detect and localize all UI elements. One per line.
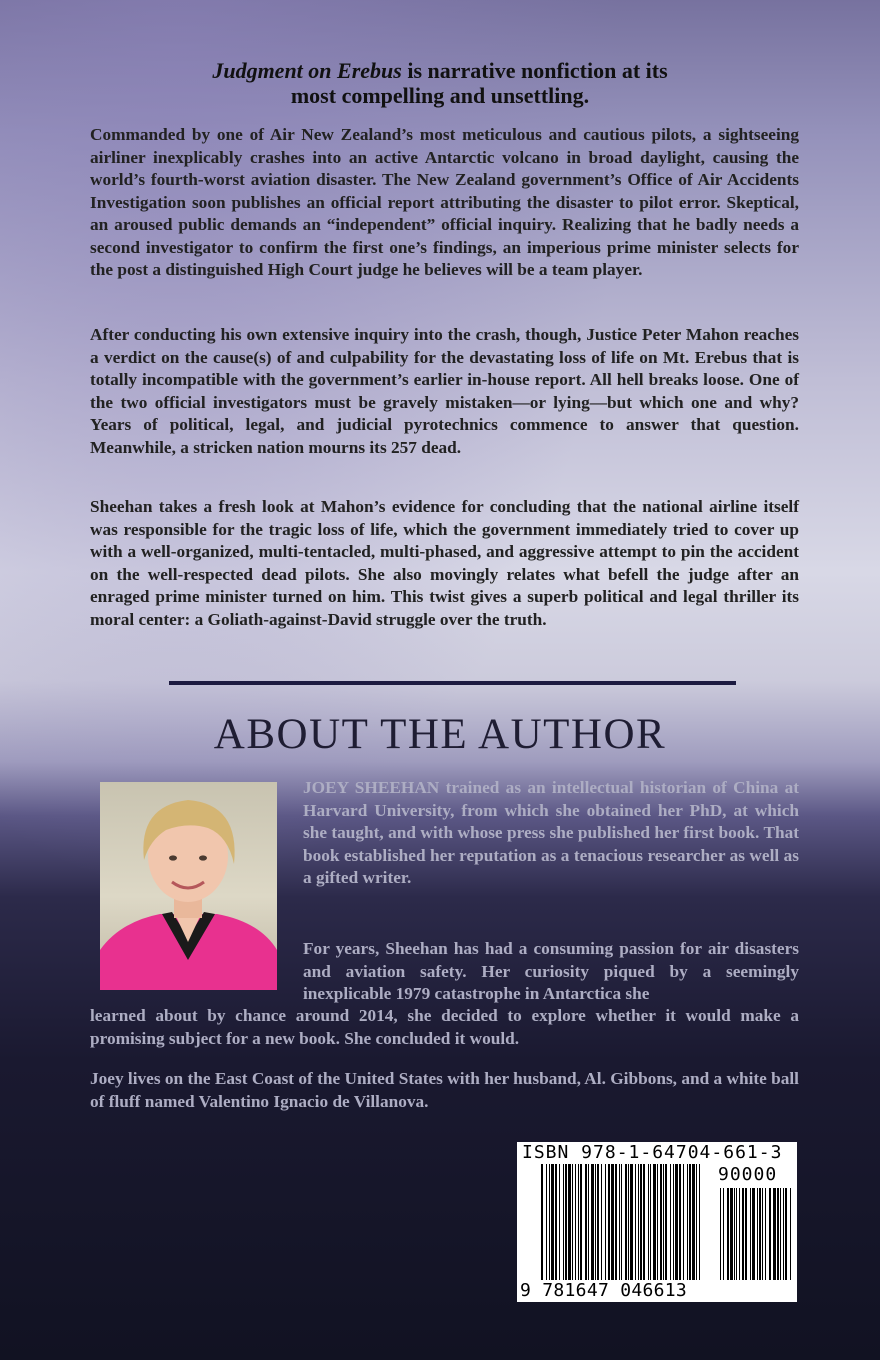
description-paragraph-3: Sheehan takes a fresh look at Mahon’s evidence for concluding that the national airline itself was responsible for the tragic loss of life, which the government immediately tried to cover up with a well-organized, multi-tentacled, multi-phased, and aggressive attempt to pin the accident on the well-respected dead pilots. She also movingly relates what befell the judge after an enraged prime minister turned on him. This twist gives a superb political and legal thriller its moral center: a Goliath-against-David struggle over the truth. bbox=[90, 497, 799, 629]
author-bio-paragraph-3: Joey lives on the East Coast of the United States with her husband, Al. Gibbons, and a white ball of fluff named Valentino Ignacio de Villanova. bbox=[90, 1069, 799, 1111]
price-barcode-bar bbox=[730, 1188, 733, 1280]
barcode-bar bbox=[696, 1164, 697, 1280]
price-barcode-bar bbox=[723, 1188, 724, 1280]
barcode-bar bbox=[640, 1164, 642, 1280]
barcode-bar bbox=[546, 1164, 547, 1280]
price-barcode-bar bbox=[752, 1188, 755, 1280]
barcode-bar bbox=[619, 1164, 620, 1280]
barcode-bar bbox=[575, 1164, 576, 1280]
price-barcode-bar bbox=[777, 1188, 779, 1280]
barcode-bar bbox=[653, 1164, 656, 1280]
barcode-bar bbox=[660, 1164, 662, 1280]
price-barcode-bar bbox=[765, 1188, 766, 1280]
barcode-bar bbox=[559, 1164, 560, 1280]
barcode-bar bbox=[597, 1164, 599, 1280]
barcode-bar bbox=[601, 1164, 602, 1280]
description-paragraph-2: After conducting his own extensive inquiry into the crash, though, Justice Peter Mahon reaches a verdict on the cause(s) of and culpability for the devastating loss of life on Mt. Erebus that is totally incompatible with the government’s earlier in-house report. All hell breaks loose. One of the two official investigators must be gravely mistaken—or lying—but which one and why? Years of political, legal, and judicial pyrotechnics commence to answer that question. Meanwhile, a stricken nation mourns its 257 dead. bbox=[90, 325, 799, 457]
barcode-bar bbox=[670, 1164, 671, 1280]
barcode-bar bbox=[673, 1164, 674, 1280]
price-barcode-bar bbox=[790, 1188, 791, 1280]
barcode-bar bbox=[541, 1164, 543, 1280]
price-barcode-bar bbox=[757, 1188, 758, 1280]
barcode-bar bbox=[628, 1164, 629, 1280]
barcode-bar bbox=[621, 1164, 622, 1280]
about-author-heading: ABOUT THE AUTHOR bbox=[213, 711, 667, 758]
barcode-bar bbox=[611, 1164, 614, 1280]
barcode-bar bbox=[650, 1164, 651, 1280]
barcode-bar bbox=[615, 1164, 617, 1280]
barcode-bar bbox=[630, 1164, 633, 1280]
barcode-bar bbox=[585, 1164, 587, 1280]
author-photo bbox=[100, 782, 277, 990]
barcode-bar bbox=[591, 1164, 594, 1280]
price-barcode-bar bbox=[762, 1188, 763, 1280]
barcode-bar bbox=[648, 1164, 649, 1280]
price-barcode-bar bbox=[773, 1188, 776, 1280]
author-bio-paragraph-2-part-1: For years, Sheehan has had a consuming passion for air disasters and aviation safety. Her curiosity piqued by a seemingly inexplicable 1979 catastrophe in Antarctica she bbox=[303, 939, 799, 1003]
barcode-bar bbox=[689, 1164, 691, 1280]
barcode-bar bbox=[605, 1164, 606, 1280]
barcode-bar bbox=[663, 1164, 664, 1280]
barcode-bar bbox=[687, 1164, 688, 1280]
barcode-bar bbox=[657, 1164, 658, 1280]
barcode-bar bbox=[638, 1164, 639, 1280]
isbn-label: ISBN 978-1-64704-661-3 bbox=[522, 1142, 783, 1163]
price-barcode-bar bbox=[720, 1188, 721, 1280]
author-bio-paragraph-2-part-2: learned about by chance around 2014, she decided to explore whether it would make a promising subject for a new book. She concluded it would. bbox=[90, 1006, 799, 1048]
price-barcode-bar bbox=[769, 1188, 771, 1280]
barcode-bar bbox=[580, 1164, 582, 1280]
price-barcode-bar bbox=[783, 1188, 784, 1280]
barcode-bar bbox=[572, 1164, 573, 1280]
barcode-bar bbox=[588, 1164, 589, 1280]
barcode-bar bbox=[675, 1164, 678, 1280]
barcode-bar bbox=[683, 1164, 684, 1280]
price-barcode-bar bbox=[750, 1188, 751, 1280]
price-barcode-bar bbox=[742, 1188, 744, 1280]
barcode-bar bbox=[625, 1164, 627, 1280]
author-bio-paragraph-1: JOEY SHEEHAN trained as an intellectual historian of China at Harvard University, from which she obtained her PhD, at which she taught, and with whose press she published her first book. That book established her reputation as a tenacious researcher as well as a gifted writer. bbox=[303, 778, 799, 887]
barcode-bar bbox=[635, 1164, 636, 1280]
barcode-bar bbox=[692, 1164, 695, 1280]
barcode-bar bbox=[555, 1164, 557, 1280]
price-barcode-bar bbox=[759, 1188, 761, 1280]
barcode-bar bbox=[608, 1164, 610, 1280]
tagline-line2: most compelling and unsettling. bbox=[290, 83, 590, 108]
barcode-bar bbox=[699, 1164, 700, 1280]
barcode-bar bbox=[595, 1164, 596, 1280]
description-paragraph-1: Commanded by one of Air New Zealand’s most meticulous and cautious pilots, a sightseeing airliner inexplicably crashes into an active Antarctic volcano in broad daylight, causing the world’s fourth-worst aviation disaster. The New Zealand government’s Office of Air Accidents Investigation soon publishes an official report attributing the disaster to pilot error. Skeptical, an aroused public demands an “independent” official inquiry. Realizing that he badly needs a second investigator to confirm the first one’s findings, an imperious prime minister selects for the post a distinguished High Court judge he believes will be a team player. bbox=[90, 125, 799, 279]
price-barcode-bar bbox=[739, 1188, 740, 1280]
price-barcode-bar bbox=[745, 1188, 747, 1280]
tagline-line1-rest: is narrative nonfiction at its bbox=[401, 58, 668, 83]
barcode-bar bbox=[643, 1164, 645, 1280]
tagline bbox=[140, 58, 740, 108]
barcode-bar bbox=[565, 1164, 567, 1280]
author-portrait-illustration bbox=[100, 782, 277, 990]
book-title: Judgment on Erebus bbox=[212, 58, 402, 83]
barcode-bar bbox=[665, 1164, 667, 1280]
price-barcode-bar bbox=[780, 1188, 781, 1280]
price-barcode-bar bbox=[785, 1188, 787, 1280]
barcode-bar bbox=[679, 1164, 681, 1280]
barcode-bar bbox=[549, 1164, 550, 1280]
barcode-digits: 9 781647 046613 bbox=[520, 1280, 688, 1301]
barcode-bar bbox=[578, 1164, 579, 1280]
price-barcode-bar bbox=[736, 1188, 737, 1280]
price-code: 90000 bbox=[718, 1164, 778, 1185]
barcode-bar bbox=[551, 1164, 554, 1280]
price-barcode-bar bbox=[727, 1188, 729, 1280]
section-divider bbox=[169, 681, 736, 685]
price-barcode-bar bbox=[734, 1188, 735, 1280]
barcode-bar bbox=[563, 1164, 564, 1280]
barcode-bar bbox=[568, 1164, 571, 1280]
